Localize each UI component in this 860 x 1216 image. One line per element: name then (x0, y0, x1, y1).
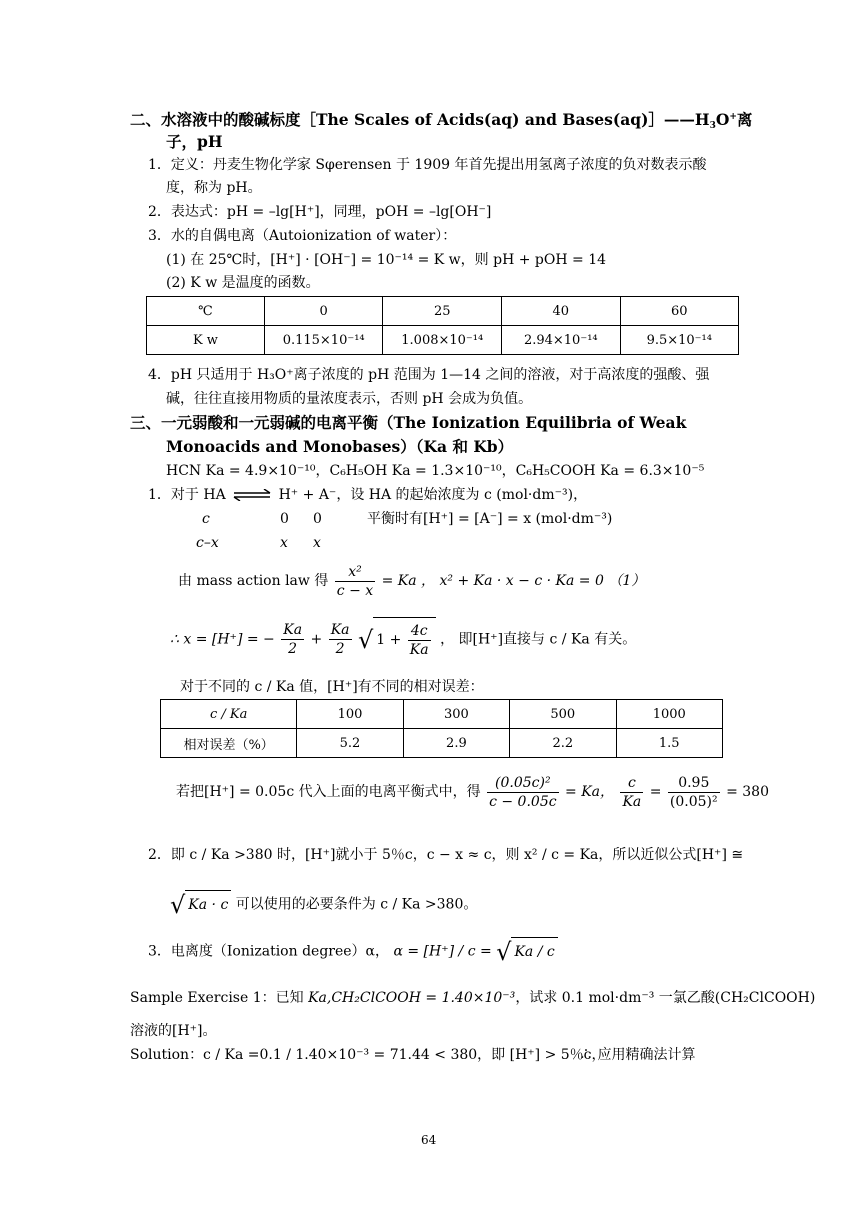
kw-header-cell: 60 (620, 297, 738, 326)
substitution-equation: 若把[H⁺] = 0.05c 代入上面的电离平衡式中，得 $\frac{\text{(0.05c)²}}{c - 0.05c}$ = Ka， $\frac{c}{Ka}$ = $\frac{0.95}{\text{(0.05)²}}$ = 380 (176, 774, 769, 810)
equilibrium-statement: 平衡时有[H⁺] = [A⁻] = x (mol·dm⁻³) (367, 511, 613, 527)
error-header-cell: 100 (297, 700, 403, 729)
kw-header-cell: 25 (383, 297, 502, 326)
definition-line2: 度，称为 pH。 (166, 180, 262, 196)
error-value-cell: 2.9 (403, 729, 509, 758)
ka-over-2-fraction: $\frac{Ka}{2}$ (283, 622, 303, 657)
initial-a: 0 (313, 511, 322, 527)
mass-action-equation: 由 mass action law 得 $\frac{\text{x²}}{c - x}$ = Ka ， x² + Ka · x − c · Ka = 0 （1） (178, 563, 646, 599)
equilibrium-ha: c–x (196, 535, 219, 551)
autoionization-item2: (2) K w 是温度的函数。 (166, 275, 320, 291)
error-row-label: 相对误差（%） (161, 729, 297, 758)
solution-equation: ∴ x = [H⁺] = − $\frac{Ka}{2}$ + $\frac{Ka}{2}$ √ 1 + $\frac{4c}{Ka}$ ， 即[H⁺]直接与 c / Ka 有关。 (170, 617, 636, 662)
kw-table-header-row (147, 297, 739, 326)
ph-scope-line1: 4．pH 只适用于 H₃O⁺离子浓度的 pH 范围为 1—14 之间的溶液，对于高浓度的强酸、强 (148, 367, 710, 383)
equilibrium-arrow-icon (230, 489, 274, 501)
kw-row-label: K w (147, 326, 265, 355)
kw-table-value-row (147, 326, 739, 355)
mass-action-fraction: $\frac{\text{x²}}{c - x}$ (336, 563, 374, 599)
section3-title-cont: Monoacids and Monobases）（Ka 和 Kb） (166, 437, 514, 456)
section2-title: 二、水溶液中的酸碱标度［The Scales of Acids(aq) and $Bases(aq)]——H_3O^+$离 (130, 110, 753, 131)
equilibrium-a: x (313, 535, 321, 551)
solution-line: Solution：c / Ka =0.1 / 1.40×10⁻³ = 71.44 < 380，即 [H⁺] > 5％c， (130, 1047, 606, 1063)
error-table-value-row (161, 729, 723, 758)
kw-value-cell: 9.5×10⁻¹⁴ (620, 326, 738, 355)
kw-value-cell: 2.94×10⁻¹⁴ (502, 326, 621, 355)
error-table-header-row (161, 700, 723, 729)
sample-exercise-line1: Sample Exercise 1：已知 Ka,CH₂ClCOOH = 1.40×10⁻³，试求 0.1 mol·dm⁻³ 一氯乙酸(CH₂ClCOOH) (130, 990, 816, 1006)
error-value-cell: 1.5 (616, 729, 723, 758)
kw-header-cell: ℃ (147, 297, 265, 326)
error-intro: 对于不同的 c / Ka 值，[H⁺]有不同的相对误差： (180, 679, 484, 695)
error-value-cell: 2.2 (510, 729, 616, 758)
solution-conclusion: ∴ 应用精确法计算 (579, 1047, 696, 1063)
approximation-line1: 2．即 c / Ka >380 时，[H⁺]就小于 5％c，c − x ≈ c，则 x² / c = Ka，所以近似公式[H⁺] ≅ (148, 847, 744, 863)
definition-line1: 1．定义：丹麦生物化学家 Sφerensen 于 1909 年首先提出用氢离子浓度的负对数表示酸 (148, 157, 707, 173)
kw-value-cell: 1.008×10⁻¹⁴ (383, 326, 502, 355)
relative-error-table (160, 699, 723, 758)
sample-exercise-line2: 溶液的[H⁺]。 (130, 1023, 217, 1039)
ionization-degree-line: 3．电离度（Ionization degree）α， α = [H⁺] / c = √ Ka / c (148, 937, 558, 966)
kw-header-cell: 0 (264, 297, 383, 326)
error-header-cell: 500 (510, 700, 616, 729)
autoionization-heading: 3．水的自偶电离（Autoionization of water）： (148, 228, 457, 244)
equilibrium-h: x (280, 535, 288, 551)
autoionization-item1: (1) 在 25℃时，[H⁺] · [OH⁻] = 10⁻¹⁴ = K w，则 pH + pOH = 14 (166, 252, 607, 268)
kw-header-cell: 40 (502, 297, 621, 326)
approximation-line2: √ Ka · c 可以使用的必要条件为 c / Ka >380。 (170, 890, 478, 919)
page-number: 64 (421, 1133, 437, 1147)
radical: √ Ka · c (170, 890, 231, 919)
kw-value-cell: 0.115×10⁻¹⁴ (264, 326, 383, 355)
initial-h: 0 (280, 511, 289, 527)
equilibrium-line: 1．对于 HA H⁺ + A⁻，设 HA 的起始浓度为 c (mol·dm⁻³)， (148, 487, 588, 503)
error-header-cell: 1000 (616, 700, 723, 729)
radical: √ 1 + $\frac{4c}{Ka}$ (358, 617, 436, 662)
acid-constants-line: HCN Ka = 4.9×10⁻¹⁰，C₆H₅OH Ka = 1.3×10⁻¹⁰，C₆H₅COOH Ka = 6.3×10⁻⁵ (166, 463, 705, 479)
ph-scope-line2: 碱，往往直接用物质的量浓度表示，否则 pH 会成为负值。 (166, 391, 533, 407)
ka-over-2-fraction: $\frac{Ka}{2}$ (330, 622, 350, 657)
error-header-cell: 300 (403, 700, 509, 729)
error-value-cell: 5.2 (297, 729, 403, 758)
expression-line: 2．表达式：pH = –lg[H⁺]，同理，pOH = –lg[OH⁻] (148, 204, 492, 220)
section3-title: 三、一元弱酸和一元弱碱的电离平衡（The Ionization Equilibria of Weak (130, 413, 687, 432)
kw-table (146, 296, 739, 355)
initial-c: c (202, 511, 210, 527)
radical: √ Ka / c (496, 937, 558, 966)
section2-title-cont: 子，pH (166, 132, 223, 151)
error-header-cell: c / Ka (161, 700, 297, 729)
